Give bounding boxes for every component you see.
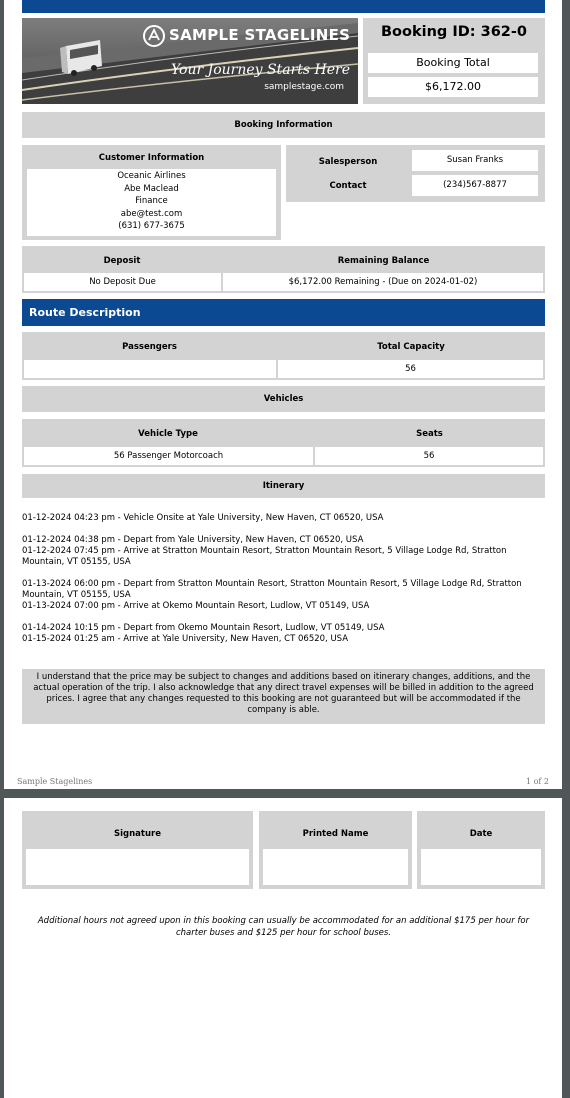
date-field[interactable] (421, 849, 541, 885)
website: samplestage.com (264, 82, 344, 92)
top-accent-bar (22, 0, 545, 13)
customer-info-heading: Customer Information (98, 153, 205, 163)
booking-total-label: Booking Total (368, 53, 538, 73)
salesperson-value: Susan Franks (412, 150, 538, 171)
itinerary-entry: 01-12-2024 04:23 pm - Vehicle Onsite at Yale University, New Haven, CT 06520, USA (22, 513, 384, 523)
page-2 (4, 798, 562, 1098)
deposit-label: Deposit (103, 256, 141, 266)
logo (142, 24, 352, 50)
contact-value: (234)567-8877 (412, 175, 538, 196)
route-description-heading: Route Description (22, 299, 545, 326)
date-label: Date (469, 829, 493, 839)
customer-phone: (631) 677-3675 (118, 221, 185, 231)
additional-hours-note: Additional hours not agreed upon in this booking can usually be accommodated for an additional $175 per hour for charter buses and $125 per hour for school buses. (37, 916, 530, 938)
date-box (417, 811, 545, 889)
itinerary-entry: 01-14-2024 10:15 pm - Depart from Okemo Mountain Resort, Ludlow, VT 05149, USA (22, 623, 385, 633)
remaining-balance-value: $6,172.00 Remaining - (Due on 2024-01-02) (223, 273, 543, 291)
signature-label: Signature (114, 829, 161, 839)
vehicle-type-label: Vehicle Type (138, 429, 198, 439)
logo-emblem-icon (142, 24, 166, 48)
company-banner (22, 18, 358, 104)
itinerary-list (22, 513, 545, 645)
printed-name-field[interactable] (263, 849, 408, 885)
itinerary-entry: 01-15-2024 01:25 am - Arrive at Yale University, New Haven, CT 06520, USA (22, 634, 349, 644)
page-1 (4, 0, 562, 789)
total-capacity-value: 56 (278, 360, 543, 378)
itinerary-entry: 01-13-2024 07:00 pm - Arrive at Okemo Mountain Resort, Ludlow, VT 05149, USA (22, 601, 370, 611)
deposit-table (22, 246, 545, 293)
vehicles-heading: Vehicles (22, 386, 545, 412)
passengers-value (24, 360, 276, 378)
signature-field[interactable] (26, 849, 249, 885)
tagline: Your Journey Starts Here (170, 62, 350, 78)
booking-summary (363, 18, 545, 104)
seats-label: Seats (416, 429, 443, 439)
salesperson-label: Salesperson (318, 157, 378, 167)
customer-department: Finance (135, 196, 168, 206)
price-disclaimer: I understand that the price may be subject to changes and additions based on itinerary changes, additions, and the actual operation of the trip. I also acknowledge that any direct travel expenses will be billed in addition to the agreed prices. I agree that any changes requested to this booking are not guaranteed but will be accommodated if the company is able. (22, 669, 545, 724)
signature-box (22, 811, 253, 889)
printed-name-label: Printed Name (302, 829, 369, 839)
itinerary-entry: 01-13-2024 06:00 pm - Depart from Stratton Mountain Resort, Stratton Mountain Resort, 5 Village Lodge Rd, Stratton Mountain, VT 05155, USA (22, 579, 522, 600)
logo-text: SAMPLE STAGELINES (169, 26, 351, 44)
seats-value: 56 (315, 447, 543, 465)
itinerary-entry: 01-12-2024 04:38 pm - Depart from Yale University, New Haven, CT 06520, USA (22, 535, 364, 545)
remaining-balance-label: Remaining Balance (337, 256, 430, 266)
vehicle-table (22, 419, 545, 467)
customer-details (27, 169, 276, 236)
total-capacity-label: Total Capacity (377, 342, 445, 352)
itinerary-heading: Itinerary (22, 474, 545, 498)
customer-info-panel (22, 145, 281, 240)
customer-name: Abe Maclead (124, 183, 179, 194)
customer-email: abe@test.com (120, 208, 183, 219)
vehicle-type-value: 56 Passenger Motorcoach (24, 447, 313, 465)
passengers-label: Passengers (122, 342, 177, 352)
contact-label: Contact (329, 181, 367, 191)
capacity-table (22, 332, 545, 380)
deposit-value: No Deposit Due (24, 273, 221, 291)
booking-id: Booking ID: 362-0 (381, 24, 527, 40)
printed-name-box (259, 811, 412, 889)
itinerary-entry: 01-12-2024 07:45 pm - Arrive at Stratton Mountain Resort, Stratton Mountain Resort, 5 Village Lodge Rd, Stratton Mountain, VT 05155, USA (22, 546, 507, 567)
footer-page-number: 1 of 2 (525, 777, 549, 786)
salesperson-panel (286, 145, 545, 202)
footer-company: Sample Stagelines (17, 777, 93, 786)
booking-information-heading: Booking Information (22, 112, 545, 138)
booking-total-value: $6,172.00 (368, 77, 538, 97)
customer-company: Oceanic Airlines (117, 171, 186, 181)
